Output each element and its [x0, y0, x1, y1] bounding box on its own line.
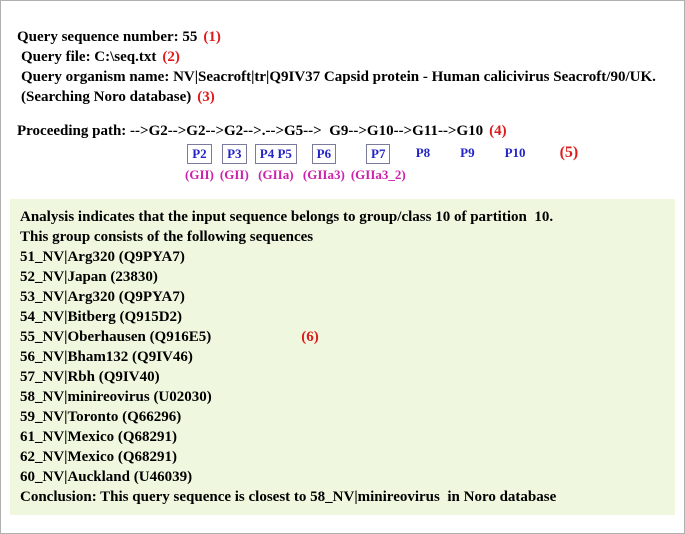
conclusion-text: Conclusion: This query sequence is closest to 58_NV|minireovirus in Noro database: [20, 489, 557, 505]
sequence-list-item: [20, 287, 665, 307]
conclusion-line: [20, 487, 665, 507]
analysis-summary-text: Analysis indicates that the input sequence belongs to group/class 10 of partition 10.: [20, 209, 554, 225]
sequence-text: 53_NV|Arg320 (Q9PYA7): [20, 289, 185, 305]
sequence-text: 58_NV|minireovirus (U02030): [20, 389, 212, 405]
p-label: P3: [222, 144, 246, 164]
p-label: P4 P5: [255, 144, 297, 164]
annotation-1: (1): [203, 29, 221, 45]
path-nodes: [185, 144, 668, 183]
p-label: P6: [312, 144, 336, 164]
annotation-2: (2): [162, 49, 180, 65]
group-label: (GIIa): [258, 167, 294, 182]
query-file-line: [17, 47, 668, 67]
group-label: (GIIa3_2): [350, 167, 406, 182]
group-intro-text: This group consists of the following sequences: [20, 229, 314, 245]
group-label: (GII): [219, 167, 249, 182]
path-node: [412, 144, 434, 162]
sequence-list-item: [20, 367, 665, 387]
path-node: [220, 144, 249, 183]
sequence-list-item: [20, 447, 665, 467]
annotation-4: (4): [489, 123, 507, 139]
sequence-list-item: [20, 467, 665, 487]
query-organism-text: Query organism name: NV|Seacroft|tr|Q9IV37 Capsid protein - Human calicivirus Seacroft/90/UK. (Searching Noro database): [21, 69, 660, 105]
sequence-text: 57_NV|Rbh (Q9IV40): [20, 369, 160, 385]
query-file-text: Query file: C:\seq.txt: [21, 49, 157, 65]
p-label: P8: [415, 145, 431, 160]
sequence-text: 55_NV|Oberhausen (Q916E5): [20, 329, 212, 345]
proceeding-path-text: Proceeding path: -->G2-->G2-->G2-->.-->G5--> G9-->G10-->G11-->G10: [17, 123, 484, 139]
annotation-3: (3): [197, 89, 215, 105]
sequence-text: 52_NV|Japan (23830): [20, 269, 158, 285]
query-organism-line: [17, 67, 668, 107]
sequence-text: 51_NV|Arg320 (Q9PYA7): [20, 249, 185, 265]
group-label: (GII): [185, 167, 214, 182]
proceeding-path-line: [17, 121, 668, 141]
annotation-6: (6): [301, 329, 319, 345]
path-node: [185, 144, 214, 183]
sequence-text: 60_NV|Auckland (U46039): [20, 469, 193, 485]
sequence-list-item: [20, 267, 665, 287]
annotation-5: (5): [559, 144, 579, 161]
sequence-text: 59_NV|Toronto (Q66296): [20, 409, 182, 425]
sequence-list-item: [20, 407, 665, 427]
sequence-list-item: [20, 247, 665, 267]
path-node: [351, 144, 406, 183]
sequence-list-item: [20, 347, 665, 367]
path-node: [501, 144, 530, 162]
p-label: P10: [504, 145, 526, 160]
sequence-text: 62_NV|Mexico (Q68291): [20, 449, 178, 465]
sequence-list-item: [20, 307, 665, 327]
path-node: [303, 144, 345, 183]
sequence-list-item: [20, 387, 665, 407]
sequence-list-item: [20, 427, 665, 447]
analysis-result-panel: [10, 199, 675, 515]
p-label: P7: [366, 144, 390, 164]
group-label: (GIIa3): [302, 167, 345, 182]
p-label: P2: [187, 144, 211, 164]
path-node: [456, 144, 478, 162]
query-sequence-line: [17, 27, 668, 47]
path-node: [255, 144, 297, 183]
group-intro-line: [20, 227, 665, 247]
sequence-text: 61_NV|Mexico (Q68291): [20, 429, 178, 445]
sequence-list-item: [20, 327, 665, 347]
sequence-text: 56_NV|Bham132 (Q9IV46): [20, 349, 193, 365]
analysis-summary-line: [20, 207, 665, 227]
query-sequence-text: Query sequence number: 55: [17, 29, 198, 45]
query-info-section: [1, 1, 684, 183]
p-label: P9: [460, 145, 475, 160]
sequence-text: 54_NV|Bitberg (Q915D2): [20, 309, 183, 325]
